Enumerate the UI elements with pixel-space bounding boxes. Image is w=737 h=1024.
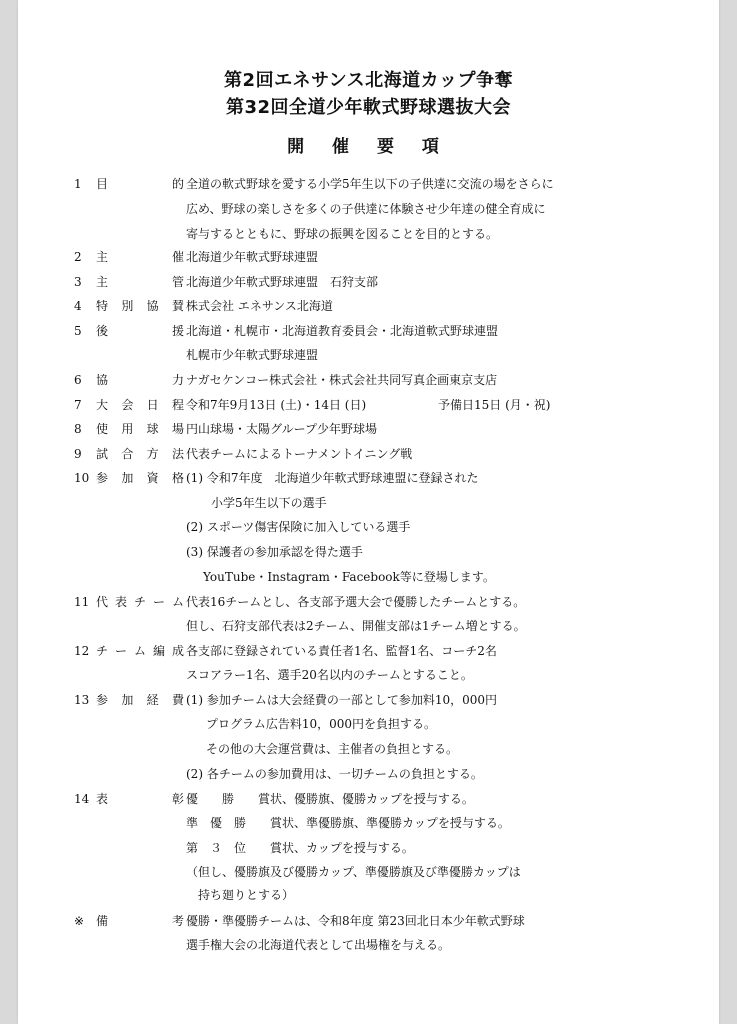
- item-label: 目 的: [96, 177, 184, 191]
- item-text: (1) 令和7年度 北海道少年軟式野球連盟に登録された: [186, 471, 479, 485]
- item-7-row: [18, 394, 719, 416]
- item-text: スコアラー1名、選手20名以内のチームとすること。: [186, 668, 473, 682]
- item-text: 但し、石狩支部代表は2チーム、開催支部は1チーム増とする。: [186, 619, 526, 633]
- item-label: 大 会 日 程: [96, 398, 184, 412]
- item-3-row: [18, 271, 719, 293]
- item-number: 5: [74, 324, 82, 338]
- item-number: 12: [74, 644, 90, 658]
- item-14-row: [18, 788, 719, 810]
- item-label: 協 力: [96, 373, 184, 387]
- item-label: 主 管: [96, 275, 184, 289]
- item-text: (2) 各チームの参加費用は、一切チームの負担とする。: [186, 767, 483, 781]
- item-label: 特 別 協 賛: [96, 299, 184, 313]
- item-label: 主 催: [96, 250, 184, 264]
- item-text: 全道の軟式野球を愛する小学5年生以下の子供達に交流の場をさらに: [186, 177, 554, 191]
- item-number: 10: [74, 471, 90, 485]
- item-text: 小学5年生以下の選手: [211, 496, 327, 510]
- item-text: 株式会社 エネサンス北海道: [186, 299, 333, 313]
- item-label: 備 考: [96, 914, 184, 928]
- item-text: 優 勝 賞状、優勝旗、優勝カップを授与する。: [186, 792, 474, 806]
- item-text: 寄与するとともに、野球の振興を図ることを目的とする。: [186, 227, 499, 241]
- item-text: 準 優 勝 賞状、準優勝旗、準優勝カップを授与する。: [186, 816, 510, 830]
- item-text: 北海道少年軟式野球連盟: [186, 250, 319, 264]
- item-text: 代表チームによるトーナメントイニング戦: [186, 447, 413, 461]
- item-text: その他の大会運営費は、主催者の負担とする。: [206, 742, 459, 756]
- item-12-row: [18, 640, 719, 662]
- item-label: 表 彰: [96, 792, 184, 806]
- document-page: [18, 0, 719, 1024]
- item-text: 北海道・札幌市・北海道教育委員会・北海道軟式野球連盟: [186, 324, 499, 338]
- item-number: 8: [74, 422, 82, 436]
- item-number: 11: [74, 595, 90, 609]
- item-4-row: [18, 295, 719, 317]
- item-8-row: [18, 418, 719, 440]
- item-text: 選手権大会の北海道代表として出場権を与える。: [186, 938, 451, 952]
- item-5-row: [18, 320, 719, 342]
- item-text: プログラム広告料10，000円を負担する。: [206, 717, 437, 731]
- section-heading: 開 催 要 項: [287, 137, 450, 157]
- item-9-row: [18, 443, 719, 465]
- item-number: 13: [74, 693, 90, 707]
- item-text: （但し、優勝旗及び優勝カップ、準優勝旗及び準優勝カップは: [186, 865, 521, 879]
- item-label: 参 加 資 格: [96, 471, 184, 485]
- item-text: 優勝・準優勝チームは、令和8年度 第23回北日本少年軟式野球: [186, 914, 525, 928]
- item-number: 9: [74, 447, 82, 461]
- item-text: 第 ３ 位 賞状、カップを授与する。: [186, 841, 414, 855]
- item-number: ※: [74, 914, 85, 928]
- item-number: 3: [74, 275, 82, 289]
- item-number: 14: [74, 792, 90, 806]
- item-number: 1: [74, 177, 82, 191]
- item-text: (2) スポーツ傷害保険に加入している選手: [186, 520, 411, 534]
- item-text: 円山球場・太陽グループ少年野球場: [186, 422, 378, 436]
- reserve-date: 予備日15日 (月・祝): [438, 398, 551, 412]
- item-text: 各支部に登録されている責任者1名、監督1名、コーチ2名: [186, 644, 497, 658]
- item-10-row: [18, 467, 719, 489]
- item-label: チ ー ム 編 成: [96, 644, 184, 658]
- item-text: 札幌市少年軟式野球連盟: [186, 348, 319, 362]
- item-1-row: [18, 173, 719, 195]
- item-text: 広め、野球の楽しさを多くの子供達に体験させ少年達の健全育成に: [186, 202, 546, 216]
- item-text: ナガセケンコー株式会社・株式会社共同写真企画東京支店: [186, 373, 498, 387]
- item-number: 7: [74, 398, 82, 412]
- item-number: 4: [74, 299, 82, 313]
- remarks-row: [18, 910, 719, 932]
- item-text: 代表16チームとし、各支部予選大会で優勝したチームとする。: [186, 595, 526, 609]
- title-line-2: 第32回全道少年軟式野球選抜大会: [225, 97, 512, 118]
- item-number: 2: [74, 250, 82, 264]
- title-line-1: 第2回エネサンス北海道カップ争奪: [224, 70, 513, 91]
- item-11-row: [18, 591, 719, 613]
- item-label: 使 用 球 場: [96, 422, 184, 436]
- item-text: YouTube・Instagram・Facebook等に登場します。: [203, 570, 495, 584]
- item-text: (1) 参加チームは大会経費の一部として参加料10，000円: [186, 693, 497, 707]
- item-text: 北海道少年軟式野球連盟 石狩支部: [186, 275, 379, 289]
- item-label: 参 加 経 費: [96, 693, 184, 707]
- item-number: 6: [74, 373, 82, 387]
- item-text: 令和7年9月13日 (土)・14日 (日): [186, 398, 367, 412]
- item-2-row: [18, 246, 719, 268]
- item-label: 後 援: [96, 324, 184, 338]
- item-label: 試 合 方 法: [96, 447, 184, 461]
- item-13-row: [18, 689, 719, 711]
- item-text: 持ち廻りとする）: [198, 888, 295, 902]
- item-6-row: [18, 369, 719, 391]
- item-label: 代 表 チ ー ム: [96, 595, 184, 609]
- item-text: (3) 保護者の参加承認を得た選手: [186, 545, 363, 559]
